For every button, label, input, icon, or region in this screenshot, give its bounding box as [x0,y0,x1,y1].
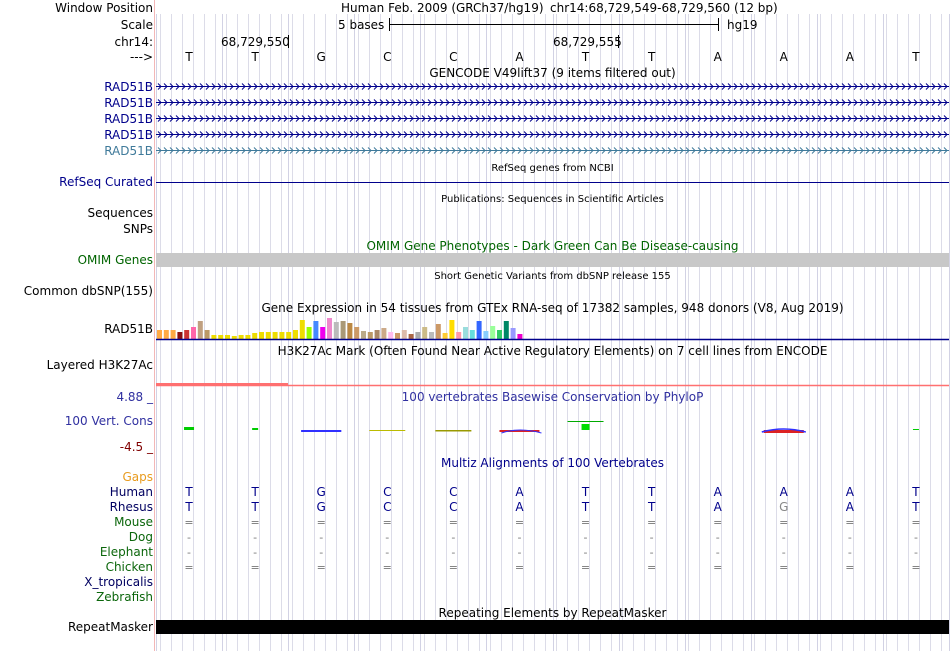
alignment-base-chicken: = [514,561,525,574]
alignment-base-mouse: = [779,516,789,529]
gtex-tissue-bar [198,321,203,339]
alignment-base-rhesus: A [515,500,524,514]
alignment-base-elephant: - [385,546,390,559]
label-layered-h3k27ac: Layered H3K27Ac [46,358,153,372]
alignment-base-dog: - [781,531,786,544]
label-species-zebrafish[interactable]: Zebrafish [96,590,153,604]
alignment-base-mouse: = [911,516,921,529]
alignment-base-elephant: - [187,546,192,559]
base-letter: C [449,50,458,64]
alignment-base-elephant: - [583,546,588,559]
label-species-x-tropicalis[interactable]: X_tropicalis [84,575,153,589]
label-gtex-rad51b: RAD51B [104,322,153,336]
ruler-label-right: 68,729,555 [553,35,622,49]
alignment-base-rhesus: G [316,500,326,514]
alignment-base-elephant: - [649,546,654,559]
gtex-tissue-bar [320,327,325,339]
alignment-base-human: T [912,485,920,499]
gtex-tissue-bar [239,335,244,339]
gtex-tissue-bar [273,332,278,339]
alignment-base-elephant: - [253,546,258,559]
base-letter: T [185,50,193,64]
refseq-title: RefSeq genes from NCBI [491,163,614,174]
base-letter: T [647,50,656,64]
phylop-score-mark [582,424,590,430]
repeatmasker-element-bar [156,620,949,634]
gtex-tissue-bar [293,330,298,339]
base-letter: A [845,50,854,64]
alignment-base-rhesus: C [383,500,392,514]
gtex-tissue-bar [286,332,291,339]
phylop-score-mark [252,428,258,430]
gtex-tissue-bar [266,332,271,339]
base-letter: C [383,50,392,64]
alignment-base-dog: - [253,531,258,544]
gtex-tissue-bar [259,332,264,339]
label-species-chicken[interactable]: Chicken [105,560,153,574]
label-gencode-rad51b[interactable]: RAD51B [104,128,153,142]
alignment-base-human: A [845,485,854,499]
alignment-base-mouse: = [647,516,657,529]
label-gencode-rad51b[interactable]: RAD51B [104,112,153,126]
gtex-tissue-bar [307,327,312,339]
alignment-base-elephant: - [517,546,522,559]
alignment-base-mouse: = [448,516,458,529]
gtex-tissue-bar [300,320,305,339]
phylop-score-mark [301,430,341,432]
label-gaps: Gaps [122,470,153,484]
gtex-tissue-bar [470,330,475,339]
label-refseq-curated[interactable]: RefSeq Curated [59,175,153,189]
label-common-dbsnp: Common dbSNP(155) [23,284,153,298]
gtex-tissue-bar [483,331,488,339]
gtex-tissue-bar [171,330,176,339]
label-species-mouse[interactable]: Mouse [114,515,153,529]
alignment-base-human: C [449,485,458,499]
alignment-base-human: T [647,485,656,499]
alignment-base-rhesus: T [581,500,590,514]
gtex-tissue-bar [422,327,427,339]
gtex-tissue-bar [211,335,216,339]
label-species-human[interactable]: Human [109,485,153,499]
repeatmasker-title: Repeating Elements by RepeatMasker [438,606,667,620]
alignment-base-human: C [383,485,392,499]
gtex-tissue-bar [497,330,502,339]
alignment-base-mouse: = [316,516,326,529]
alignment-base-mouse: = [580,516,591,529]
phylop-title: 100 vertebrates Basewise Conservation by PhyloP [401,390,704,404]
alignment-base-rhesus: G [779,500,789,514]
alignment-base-mouse: = [382,516,392,529]
phylop-score-mark [369,430,405,431]
gtex-tissue-bar [354,327,359,339]
alignment-base-chicken: = [316,561,326,574]
gtex-tissue-bar [409,334,414,339]
h3k27ac-title: H3K27Ac Mark (Often Found Near Active Regulatory Elements) on 7 cell lines from ENCODE [277,344,828,358]
h3k27ac-signal-peak [156,383,288,385]
alignment-base-mouse: = [713,516,723,529]
phylop-score-mark [184,427,194,430]
alignment-base-dog: - [583,531,588,544]
gtex-tissue-bar [313,321,318,339]
label-sequences: Sequences [87,206,153,220]
gtex-tissue-bar [449,320,454,339]
gtex-tissue-bar [395,333,400,339]
alignment-base-elephant: - [847,546,852,559]
alignment-base-chicken: = [845,561,855,574]
gtex-tissue-bar [157,330,162,339]
gtex-tissue-bar [463,327,468,339]
gtex-tissue-bar [252,333,257,339]
gtex-tissue-bar [517,334,522,339]
alignment-base-elephant: - [781,546,786,559]
gtex-tissue-bar [218,335,223,339]
scale-db: hg19 [727,18,758,32]
base-letter: A [779,50,788,64]
gtex-tissue-bar [388,332,393,339]
alignment-base-dog: - [649,531,654,544]
alignment-base-chicken: = [448,561,458,574]
alignment-base-human: G [316,485,326,499]
dbsnp-title: Short Genetic Variants from dbSNP release 155 [434,271,671,282]
gtex-tissue-bar [245,335,250,339]
label-repeatmasker[interactable]: RepeatMasker [67,620,153,634]
alignment-base-chicken: = [580,561,591,574]
gtex-tissue-bar [415,332,420,339]
alignment-base-human: A [515,485,524,499]
gtex-tissue-bar [381,328,386,339]
gtex-tissue-bar [341,321,346,339]
alignment-base-mouse: = [514,516,525,529]
label-omim-genes[interactable]: OMIM Genes [77,253,153,267]
label-phylop-max: 4.88 _ [116,390,153,404]
alignment-base-mouse: = [184,516,194,529]
base-letter: T [912,50,920,64]
alignment-base-human: T [581,485,590,499]
label-strand: ---> [129,50,153,64]
gtex-tissue-bar [205,330,210,339]
alignment-base-chicken: = [184,561,194,574]
alignment-base-dog: - [451,531,456,544]
gtex-tissue-bar [436,324,441,339]
gtex-title: Gene Expression in 54 tissues from GTEx RNA-seq of 17382 samples, 948 donors (V8, Aug 2019) [261,301,844,315]
alignment-base-human: T [185,485,193,499]
gtex-tissue-bar [511,328,516,339]
gtex-tissue-bar [327,318,332,339]
label-window-position: Window Position [55,1,153,15]
alignment-base-chicken: = [647,561,657,574]
label-vert-cons: 100 Vert. Cons [64,414,153,428]
alignment-base-rhesus: T [251,500,259,514]
gtex-tissue-bar [375,330,380,339]
gtex-tissue-bar [347,323,352,339]
label-scale: Scale [120,18,153,32]
alignment-base-chicken: = [779,561,789,574]
gencode-title: GENCODE V49lift37 (9 items filtered out) [429,66,676,80]
label-gencode-rad51b[interactable]: RAD51B [104,144,153,158]
alignment-base-human: A [713,485,722,499]
publications-title: Publications: Sequences in Scientific Articles [441,194,664,205]
alignment-base-chicken: = [713,561,723,574]
label-gencode-rad51b[interactable]: RAD51B [104,96,153,110]
label-gencode-rad51b[interactable]: RAD51B [104,80,153,94]
alignment-base-rhesus: T [185,500,193,514]
omim-gene-bar [156,253,949,267]
gtex-tissue-bar [368,332,373,339]
base-letter: A [713,50,722,64]
alignment-base-dog: - [187,531,192,544]
gtex-tissue-bar [443,333,448,339]
alignment-base-elephant: - [913,546,918,559]
gtex-tissue-bar [477,321,482,339]
gtex-tissue-bar [402,330,407,339]
gtex-tissue-bar [456,332,461,339]
label-snps: SNPs [123,222,153,236]
ruler-label-left: 68,729,550 [221,35,290,49]
gtex-tissue-bar [225,335,230,339]
base-letter: T [581,50,590,64]
label-species-dog[interactable]: Dog [128,530,153,544]
alignment-base-human: A [779,485,788,499]
phylop-score-mark [913,429,919,430]
alignment-base-mouse: = [250,516,260,529]
alignment-base-dog: - [517,531,522,544]
base-letter: T [251,50,259,64]
alignment-base-elephant: - [451,546,456,559]
label-chrom: chr14: [114,35,153,49]
alignment-base-dog: - [715,531,720,544]
gtex-tissue-bar [232,336,237,339]
phylop-score-mark [435,430,471,432]
gtex-tissue-bar [429,332,434,339]
gtex-tissue-bar [504,321,509,339]
multiz-title: Multiz Alignments of 100 Vertebrates [440,456,665,470]
alignment-base-mouse: = [845,516,855,529]
alignment-base-dog: - [319,531,324,544]
alignment-base-dog: - [847,531,852,544]
gtex-tissue-bar [191,327,196,339]
alignment-base-rhesus: T [912,500,920,514]
alignment-base-elephant: - [715,546,720,559]
base-letter: G [316,50,326,64]
gtex-tissue-bar [361,331,366,339]
alignment-base-chicken: = [382,561,392,574]
alignment-base-rhesus: A [713,500,722,514]
alignment-base-chicken: = [911,561,921,574]
alignment-base-rhesus: T [647,500,656,514]
gtex-tissue-bar [177,332,182,339]
alignment-base-elephant: - [319,546,324,559]
gtex-tissue-bar [164,330,169,339]
scale-bases: 5 bases [338,18,385,32]
gtex-tissue-bar [279,332,284,339]
alignment-base-dog: - [913,531,918,544]
label-species-elephant[interactable]: Elephant [99,545,153,559]
gtex-tissue-bar [490,326,495,339]
gtex-tissue-bar [184,330,189,339]
label-species-rhesus[interactable]: Rhesus [109,500,153,514]
gtex-tissue-bar [334,322,339,339]
alignment-base-human: T [251,485,259,499]
window-position-value: chr14:68,729,549-68,729,560 (12 bp) [550,1,778,15]
omim-title: OMIM Gene Phenotypes - Dark Green Can Be Disease-causing [366,239,739,253]
base-letter: A [515,50,524,64]
alignment-base-chicken: = [250,561,260,574]
alignment-base-rhesus: C [449,500,458,514]
label-phylop-min: -4.5 _ [119,440,153,454]
assembly-title: Human Feb. 2009 (GRCh37/hg19) [341,1,544,15]
alignment-base-rhesus: A [845,500,854,514]
alignment-base-dog: - [385,531,390,544]
